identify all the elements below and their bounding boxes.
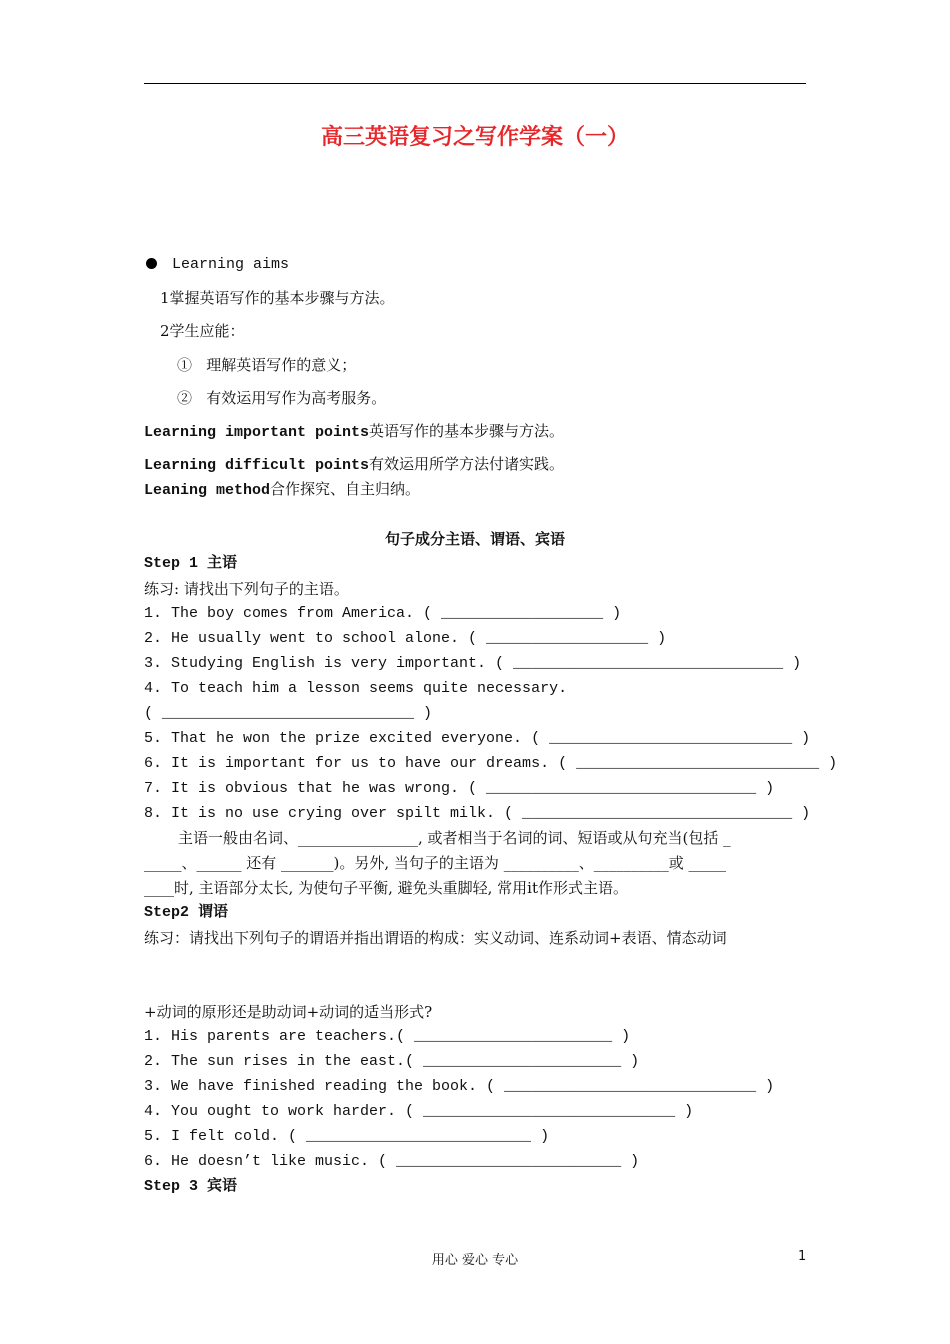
step2-item: 4. You ought to work harder. ( ____________________________ ) [144, 1103, 694, 1120]
step1-item: 4. To teach him a lesson seems quite necessary. [144, 680, 568, 697]
step2-instruction: 练习：请找出下列句子的谓语并指出谓语的构成：实义动词、连系动词+表语、情态动词 [144, 929, 727, 947]
important-label: Learning important points [144, 424, 370, 441]
step2-item: 5. I felt cold. ( _________________________ ) [144, 1128, 550, 1145]
aims-item-2: 2学生应能： [160, 322, 245, 340]
step1-summary: _____、______ 还有 _______)。另外, 当句子的主语为 __________、__________或 _____ [144, 854, 726, 872]
important-text: 英语写作的基本步骤与方法。 [369, 422, 565, 440]
step1-item: 6. It is important for us to have our dreams. ( ___________________________ ) [144, 755, 838, 772]
bullet-icon [146, 258, 157, 269]
aims-sub-1: ① 理解英语写作的意义； [177, 356, 357, 374]
aims-sub-2: ② 有效运用写作为高考服务。 [177, 389, 387, 407]
step2-item: 6. He doesn’t like music. ( _________________________ ) [144, 1153, 640, 1170]
difficult-points [144, 455, 564, 475]
step1-item: ( ____________________________ ) [144, 705, 433, 722]
step1-item: 8. It is no use crying over spilt milk. ( ______________________________ ) [144, 805, 811, 822]
step1-summary: 主语一般由名词、________________, 或者相当于名词的词、短语或从句充当(包括 _ [178, 829, 731, 847]
step1-item: 3. Studying English is very important. ( ______________________________ ) [144, 655, 802, 672]
step2-item: 3. We have finished reading the book. ( ____________________________ ) [144, 1078, 775, 1095]
footer-text: 用心 爱心 专心 [431, 1253, 519, 1268]
page-number: 1 [798, 1249, 807, 1264]
step3-heading: Step 3 宾语 [144, 1178, 238, 1195]
difficult-label: Learning difficult points [144, 457, 370, 474]
aims-item-1: 1掌握英语写作的基本步骤与方法。 [160, 289, 395, 307]
method-text: 合作探究、自主归纳。 [270, 480, 421, 498]
step1-item: 1. The boy comes from America. ( __________________ ) [144, 605, 622, 622]
learning-method [144, 480, 420, 500]
step1-item: 7. It is obvious that he was wrong. ( ______________________________ ) [144, 780, 775, 797]
step1-summary: ____时, 主语部分太长, 为使句子平衡, 避免头重脚轻, 常用it作形式主语。 [144, 879, 628, 897]
method-label: Leaning method [144, 482, 271, 499]
document-title: 高三英语复习之写作学案（一） [320, 125, 629, 150]
important-points [144, 422, 564, 442]
step1-instruction: 练习: 请找出下列句子的主语。 [144, 580, 349, 598]
step2-heading: Step2 谓语 [144, 904, 229, 921]
step2-instruction-cont: +动词的原形还是助动词+动词的适当形式? [144, 1003, 433, 1021]
section-title: 句子成分主语、谓语、宾语 [384, 530, 565, 548]
step1-heading: Step 1 主语 [144, 555, 238, 572]
aims-heading: Learning aims [172, 256, 290, 273]
step1-item: 5. That he won the prize excited everyone. ( ___________________________ ) [144, 730, 811, 747]
step2-item: 1. His parents are teachers.( ______________________ ) [144, 1028, 631, 1045]
header-rule [144, 83, 806, 84]
step1-item: 2. He usually went to school alone. ( __________________ ) [144, 630, 667, 647]
step2-item: 2. The sun rises in the east.( ______________________ ) [144, 1053, 640, 1070]
difficult-text: 有效运用所学方法付诸实践。 [369, 455, 565, 473]
